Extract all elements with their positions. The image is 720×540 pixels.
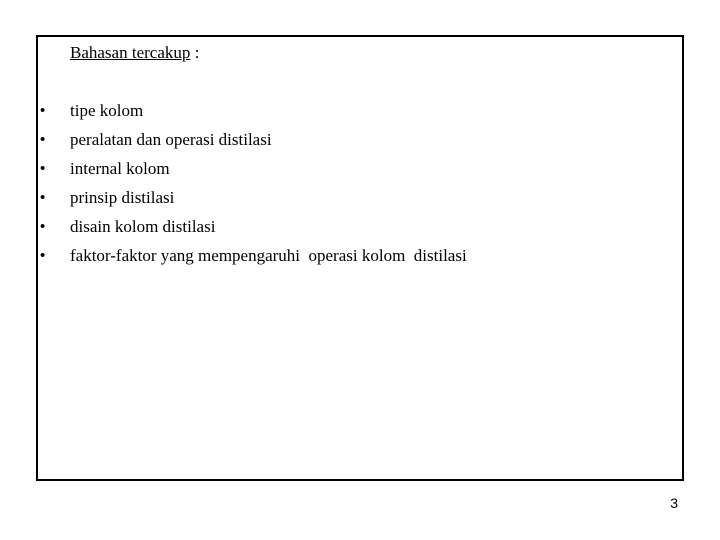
- bullet-icon: •: [40, 247, 46, 264]
- list-item-text: tipe kolom: [70, 101, 144, 120]
- heading-title: Bahasan tercakup: [70, 43, 191, 62]
- heading-colon: :: [190, 43, 200, 62]
- slide-heading: [70, 43, 199, 63]
- bullet-icon: •: [40, 131, 46, 148]
- list-item-text: peralatan dan operasi distilasi: [70, 130, 272, 149]
- bullet-icon: •: [40, 189, 46, 206]
- list-item-text: prinsip distilasi: [70, 188, 175, 207]
- bullet-icon: •: [40, 160, 46, 177]
- bullet-icon: •: [40, 218, 46, 235]
- list-item-text: faktor-faktor yang mempengaruhi operasi kolom distilasi: [70, 246, 467, 265]
- bullet-icon: •: [40, 102, 46, 119]
- list-item-text: internal kolom: [70, 159, 170, 178]
- page-number: 3: [670, 495, 678, 511]
- list-item-text: disain kolom distilasi: [70, 217, 216, 236]
